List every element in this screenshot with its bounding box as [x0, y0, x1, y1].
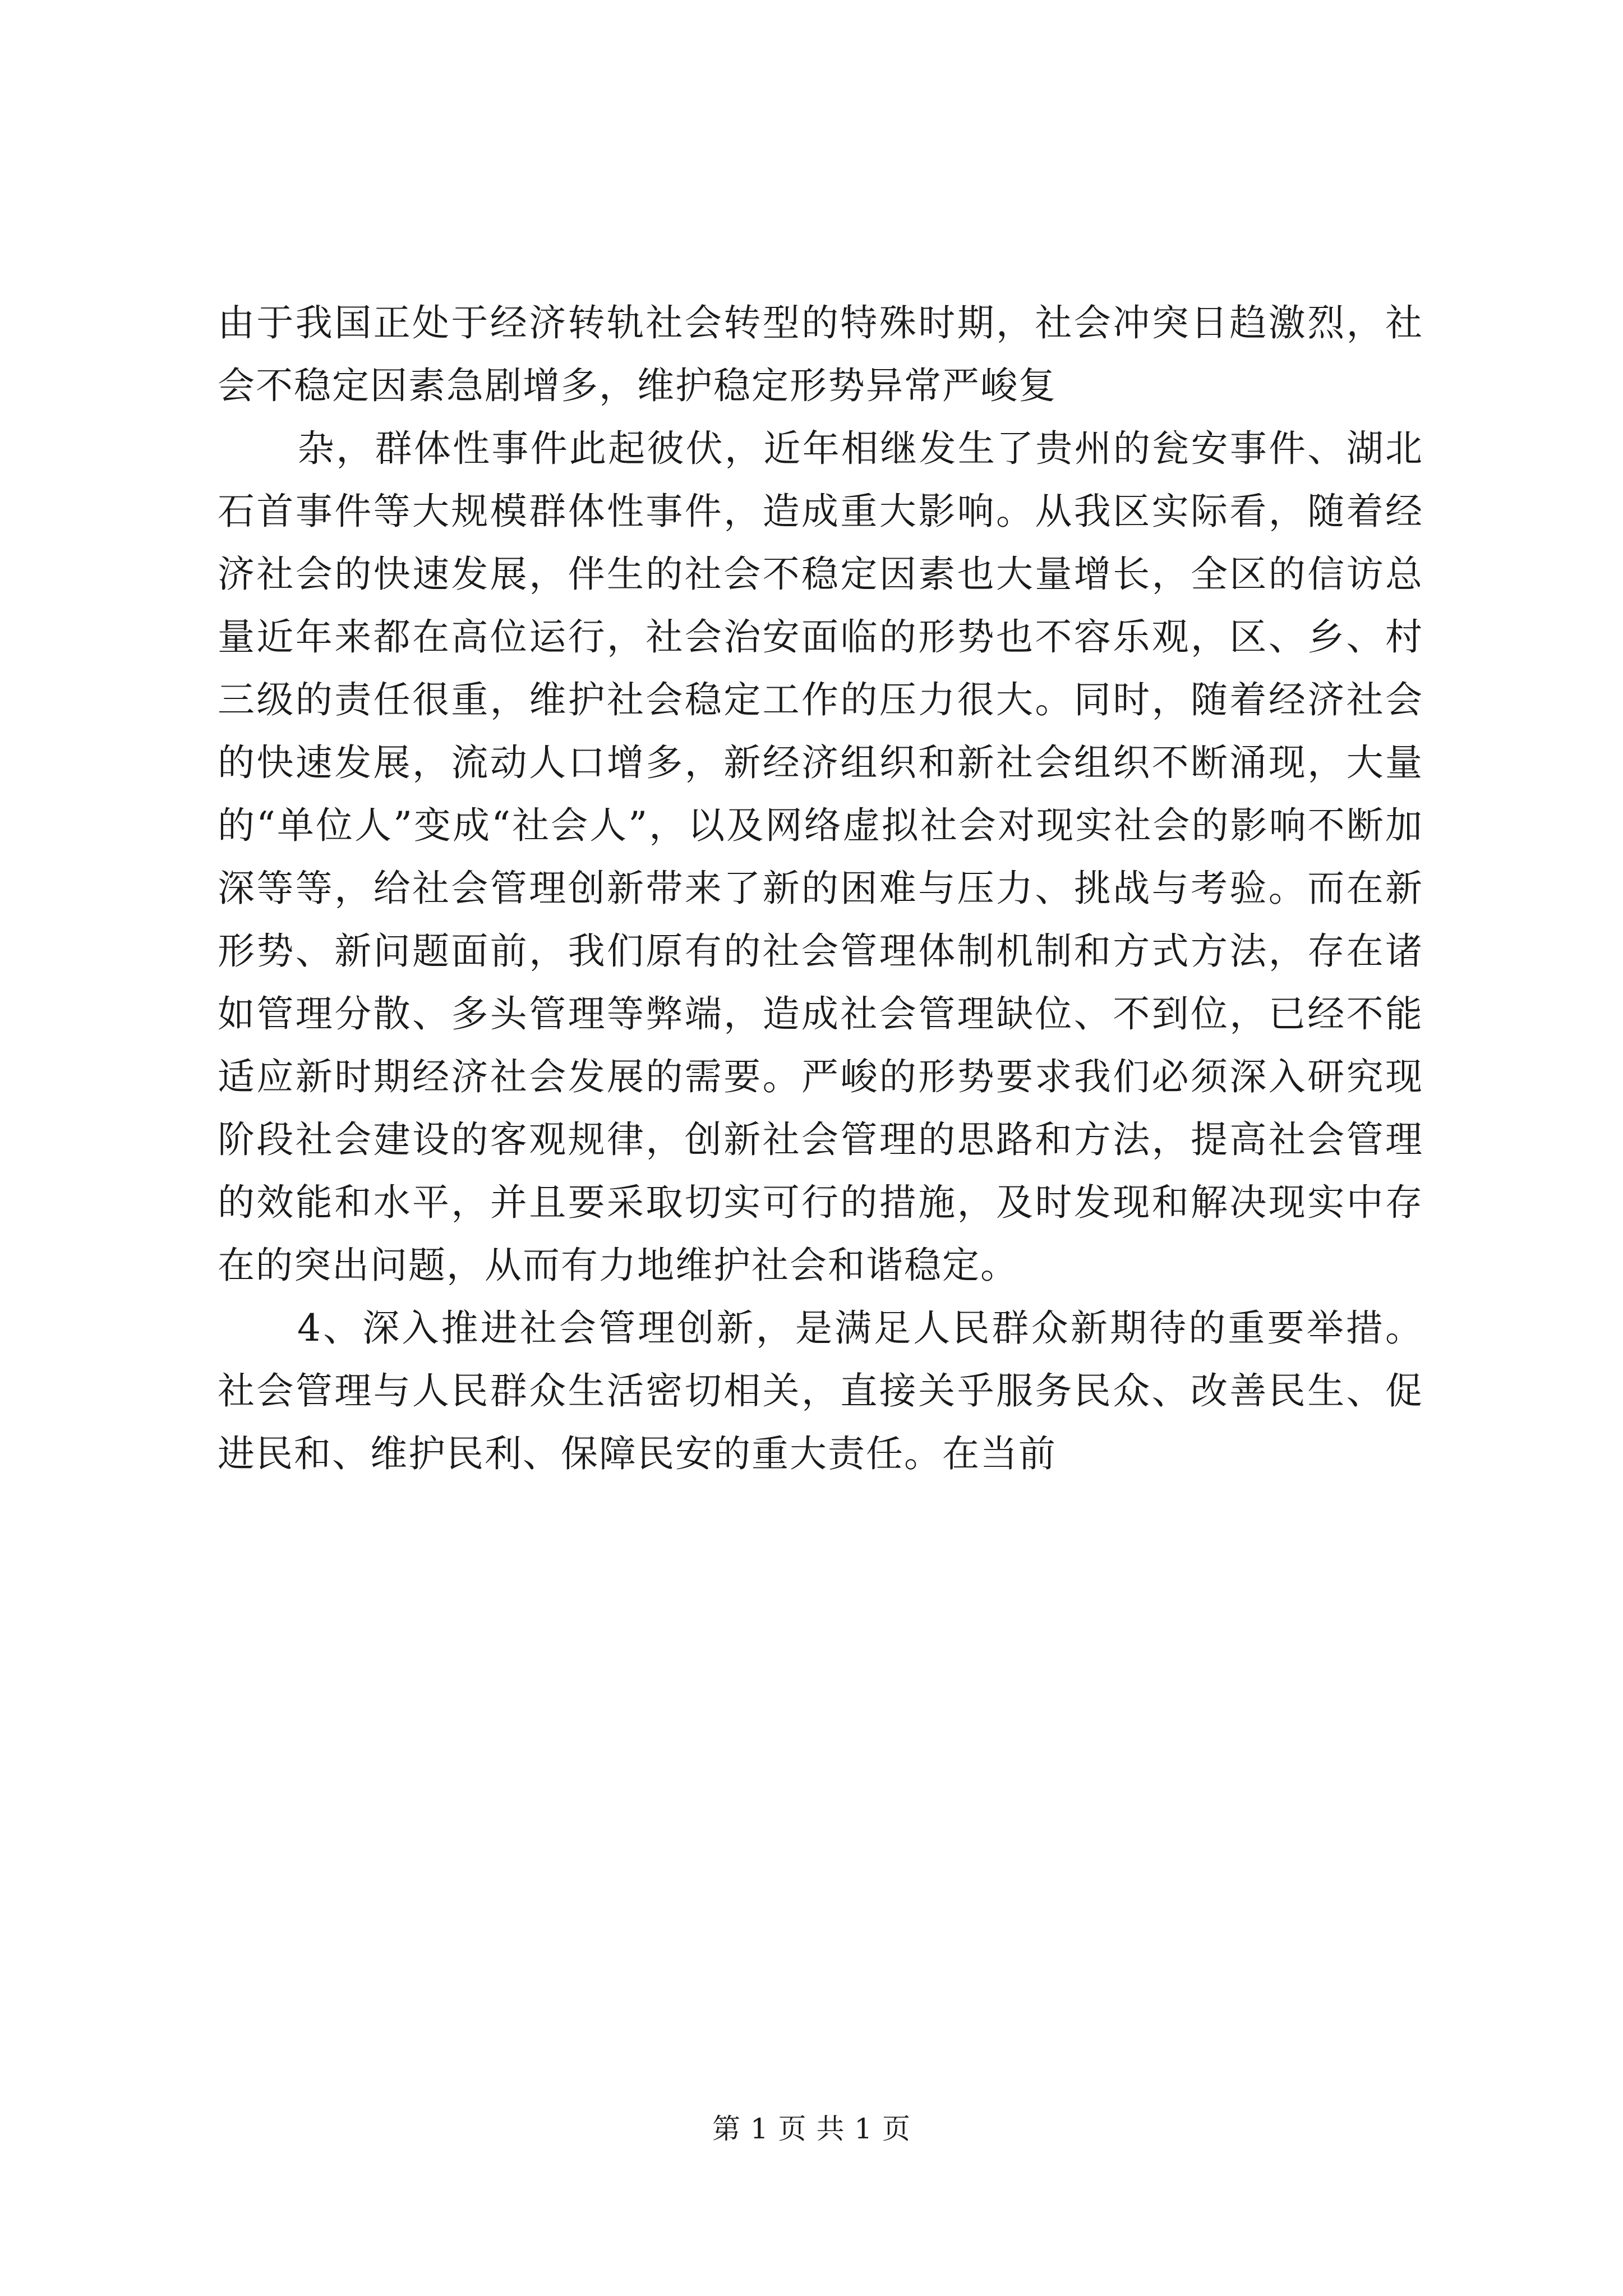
document-body: [218, 292, 1423, 1485]
paragraph-1: 由于我国正处于经济转轨社会转型的特殊时期，社会冲突日趋激烈，社会不稳定因素急剧增多，维护稳定形势异常严峻复: [218, 301, 1423, 407]
paragraph-3: 4、深入推进社会管理创新，是满足人民群众新期待的重要举措。社会管理与人民群众生活密切相关，直接关乎服务民众、改善民生、促进民和、维护民利、保障民安的重大责任。在当前: [218, 1306, 1423, 1475]
paragraph-2: 杂，群体性事件此起彼伏，近年相继发生了贵州的瓮安事件、湖北石首事件等大规模群体性事件，造成重大影响。从我区实际看，随着经济社会的快速发展，伴生的社会不稳定因素也大量增长，全区的信访总量近年来都在高位运行，社会治安面临的形势也不容乐观，区、乡、村三级的责任很重，维护社会稳定工作的压力很大。同时，随着经济社会的快速发展，流动人口增多，新经济组织和新社会组织不断涌现，大量的“单位人”变成“社会人”，以及网络虚拟社会对现实社会的影响不断加深等等，给社会管理创新带来了新的困难与压力、挑战与考验。而在新形势、新问题面前，我们原有的社会管理体制机制和方式方法，存在诸如管理分散、多头管理等弊端，造成社会管理缺位、不到位，已经不能适应新时期经济社会发展的需要。严峻的形势要求我们必须深入研究现阶段社会建设的客观规律，创新社会管理的思路和方法，提高社会管理的效能和水平，并且要采取切实可行的措施，及时发现和解决现实中存在的突出问题，从而有力地维护社会和谐稳定。: [218, 427, 1423, 1287]
page-footer: 第 1 页 共 1 页: [712, 2113, 911, 2145]
